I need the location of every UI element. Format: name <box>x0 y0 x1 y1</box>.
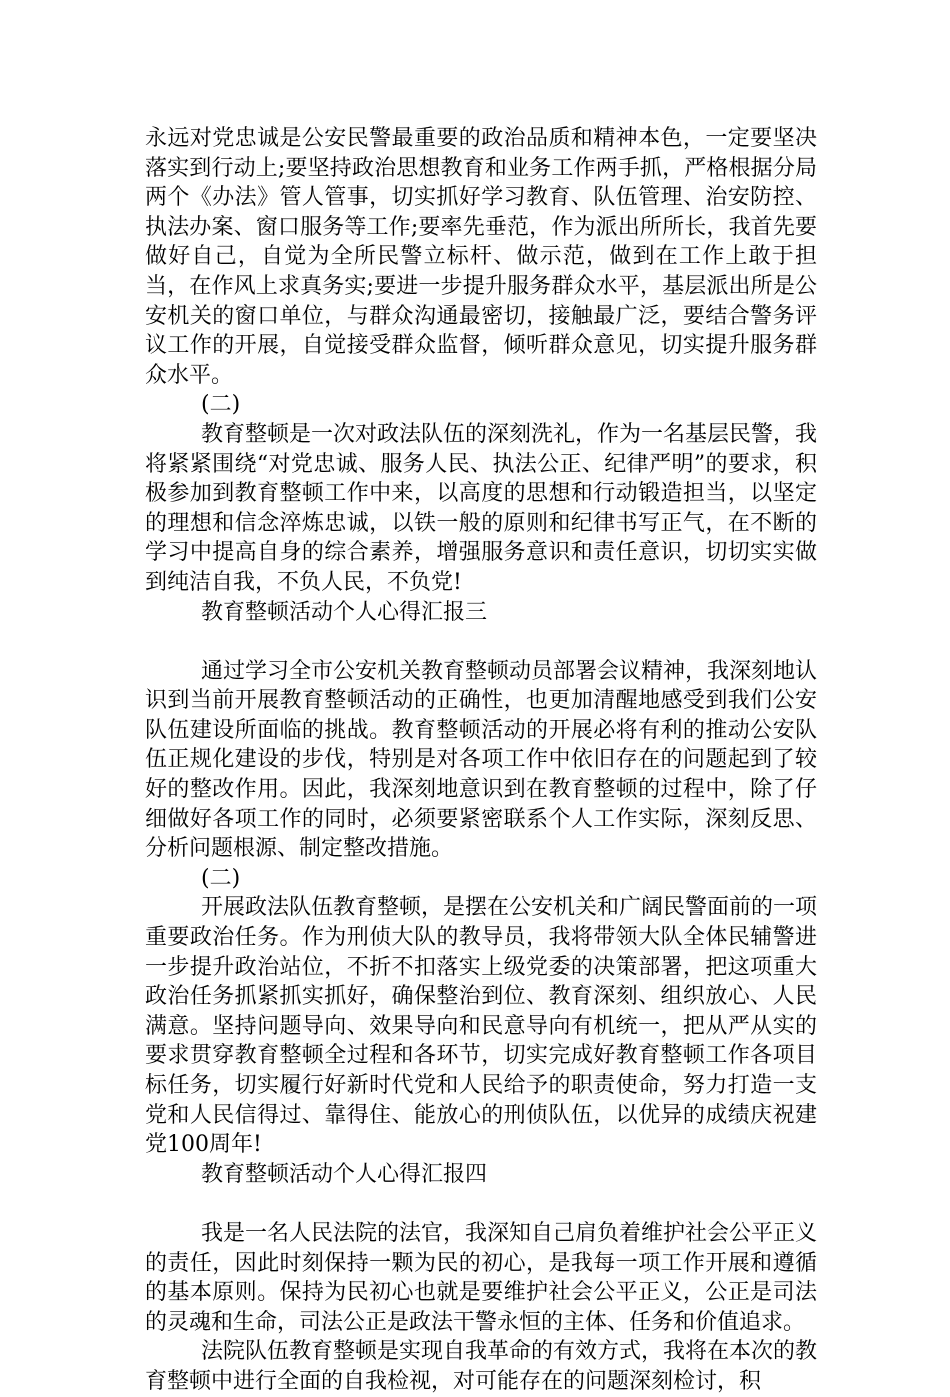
blank-line <box>145 1189 817 1219</box>
blank-line <box>145 627 817 657</box>
paragraph: 法院队伍教育整顿是实现自我革命的有效方式，我将在本次的教育整顿中进行全面的自我检视，对可能存在的问题深刻检讨，积 <box>145 1339 818 1394</box>
section-marker: (二) <box>201 392 241 418</box>
paragraph: 开展政法队伍教育整顿，是摆在公安机关和广阔民警面前的一项重要政治任务。作为刑侦大队的教导员，我将带领大队全体民辅警进一步提升政治站位，不折不扣落实上级党委的决策部署，把这项重大政治任务抓紧抓实抓好，确保整治到位、教育深刻、组织放心、人民满意。坚持问题导向、效果导向和民意导向有机统一，把从严从实的要求贯穿教育整顿全过程和各环节，切实完成好教育整顿工作各项目标任务，切实履行好新时代党和人民给予的职责使命，努力打造一支党和人民信得过、靠得住、能放心的刑侦队伍，以优异的成绩庆祝建党100周年! <box>145 895 818 1158</box>
document-body <box>145 124 817 1397</box>
paragraph: 通过学习全市公安机关教育整顿动员部署会议精神，我深刻地认识到当前开展教育整顿活动的正确性，也更加清醒地感受到我们公安队伍建设所面临的挑战。教育整顿活动的开展必将有利的推动公安队伍正规化建设的步伐，特别是对各项工作中依旧存在的问题起到了较好的整改作用。因此，我深刻地意识到在教育整顿的过程中，除了仔细做好各项工作的同时，必须要紧密联系个人工作实际，深刻反思、分析问题根源、制定整改措施。 <box>145 658 818 862</box>
section-heading: 教育整顿活动个人心得汇报三 <box>201 599 488 625</box>
section-marker: (二) <box>201 865 241 891</box>
paragraph: 我是一名人民法院的法官，我深知自己肩负着维护社会公平正义的责任，因此时刻保持一颗为民的初心，是我每一项工作开展和遵循的基本原则。保持为民初心也就是要维护社会公平正义，公正是司法的灵魂和生命，司法公正是政法干警永恒的主体、任务和价值追求。 <box>145 1220 818 1335</box>
paragraph: 教育整顿是一次对政法队伍的深刻洗礼，作为一名基层民警，我将紧紧围绕“对党忠诚、服务人民、执法公正、纪律严明”的要求，积极参加到教育整顿工作中来，以高度的思想和行动锻造担当，以坚定的理想和信念淬炼忠诚，以铁一般的原则和纪律书写正气，在不断的学习中提高自身的综合素养，增强服务意识和责任意识，切切实实做到纯洁自我，不负人民，不负党! <box>145 421 818 595</box>
paragraph-continuation: 永远对党忠诚是公安民警最重要的政治品质和精神本色，一定要坚决落实到行动上;要坚持政治思想教育和业务工作两手抓，严格根据分局两个《办法》管人管事，切实抓好学习教育、队伍管理、治安防控、执法办案、窗口服务等工作;要率先垂范，作为派出所所长，我首先要做好自己，自觉为全所民警立标杆、做示范，做到在工作上敢于担当，在作风上求真务实;要进一步提升服务群众水平，基层派出所是公安机关的窗口单位，与群众沟通最密切，接触最广泛，要结合警务评议工作的开展，自觉接受群众监督，倾听群众意见，切实提升服务群众水平。 <box>145 126 817 388</box>
section-heading: 教育整顿活动个人心得汇报四 <box>201 1161 488 1187</box>
